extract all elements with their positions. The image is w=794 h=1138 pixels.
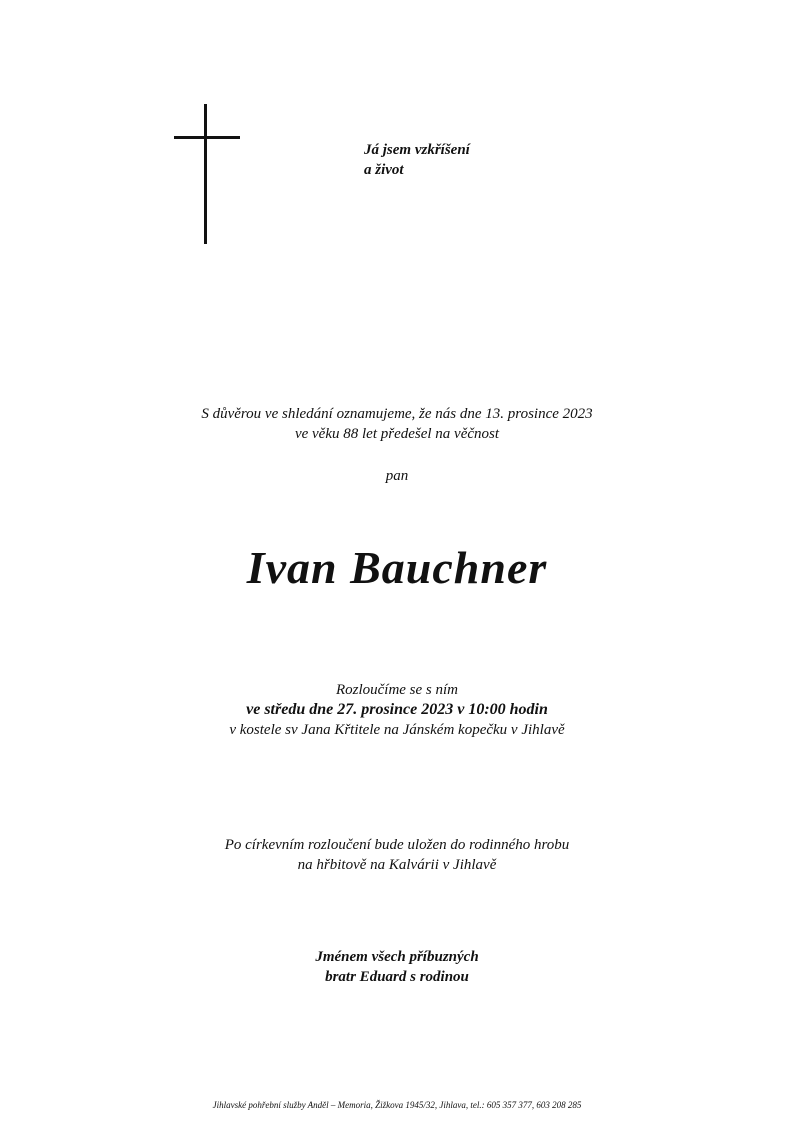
footer-funeral-service: Jihlavské pohřební služby Anděl – Memoria, Žižkova 1945/32, Jihlava, tel.: 605 357 377, 603 208 285 [212,1100,582,1110]
salutation: pan [385,468,409,484]
farewell-details [0,680,794,740]
deceased-name: Ivan Bauchner [246,542,548,593]
motto-line-1: Já jsem vzkříšení [364,142,470,158]
cross-horizontal-bar [174,136,240,139]
burial-line-1: Po církevním rozloučení bude uložen do rodinného hrobu [224,837,570,853]
signature [0,947,794,987]
farewell-line-1: Rozloučíme se s ním [335,682,459,698]
signature-line-1: Jménem všech příbuzných [315,949,479,965]
farewell-date-time: ve středu dne 27. prosince 2023 v 10:00 hodin [246,701,548,718]
cross-vertical-bar [204,104,207,244]
motto [364,140,470,180]
farewell-location: v kostele sv Jana Křtitele na Jánském kopečku v Jihlavě [229,722,565,738]
announcement-line-2: ve věku 88 let předešel na věčnost [294,426,500,442]
signature-line-2: bratr Eduard s rodinou [325,969,469,985]
motto-line-2: a život [364,162,404,178]
burial-details [0,835,794,875]
announcement [0,404,794,444]
announcement-line-1: S důvěrou ve shledání oznamujeme, že nás dne 13. prosince 2023 [201,406,593,422]
burial-line-2: na hřbitově na Kalvárii v Jihlavě [297,857,497,873]
